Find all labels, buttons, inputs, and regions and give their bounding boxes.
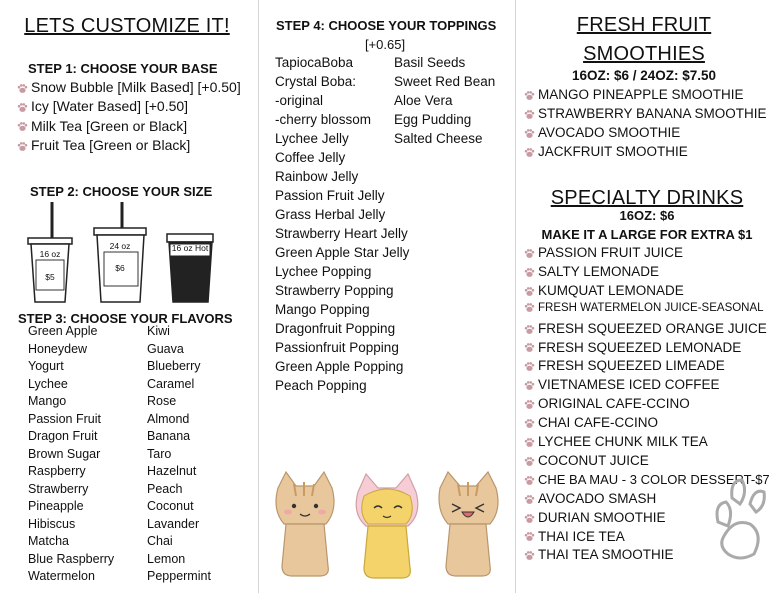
list-item-label: Basil Seeds — [394, 55, 466, 70]
list-item — [17, 79, 241, 95]
list-item — [394, 112, 471, 127]
list-item-label: Coconut — [147, 499, 194, 513]
list-item — [147, 464, 196, 478]
list-item — [524, 321, 767, 336]
list-item — [275, 226, 408, 241]
cup2-price-label: $6 — [115, 263, 125, 273]
list-item — [28, 569, 95, 583]
list-item-label: FRESH WATERMELON JUICE-SEASONAL — [538, 301, 764, 314]
list-item-label: FRESH SQUEEZED ORANGE JUICE — [538, 320, 767, 336]
list-item-label: Lychee Popping — [275, 264, 372, 279]
paw-bullet-icon — [524, 302, 535, 313]
paw-bullet-icon — [524, 494, 535, 505]
list-item — [147, 429, 190, 443]
list-item — [524, 144, 688, 159]
list-item-label: Passionfruit Popping — [275, 340, 399, 355]
list-item — [524, 453, 649, 468]
list-item — [147, 324, 170, 338]
paw-bullet-icon — [524, 90, 535, 101]
list-item-label: Raspberry — [28, 464, 86, 478]
list-item — [524, 434, 708, 449]
list-item-label: LYCHEE CHUNK MILK TEA — [538, 434, 708, 449]
list-item — [275, 245, 409, 260]
cup1-price-label: $5 — [45, 272, 55, 282]
step1-heading: STEP 1: CHOOSE YOUR BASE — [28, 61, 218, 76]
step4-heading: STEP 4: CHOOSE YOUR TOPPINGS — [276, 18, 497, 33]
paw-bullet-icon — [524, 128, 535, 139]
paw-bullet-icon — [524, 550, 535, 561]
list-item-label: Fruit Tea [Green or Black] — [31, 136, 191, 153]
list-item — [524, 283, 684, 298]
paw-bullet-icon — [17, 102, 28, 113]
step3-heading: STEP 3: CHOOSE YOUR FLAVORS — [18, 311, 233, 326]
list-item — [524, 245, 683, 260]
list-item — [275, 150, 345, 165]
list-item-label: VIETNAMESE ICED COFFEE — [538, 377, 720, 393]
list-item-label: Blueberry — [147, 359, 201, 373]
list-item — [17, 98, 188, 114]
list-item — [394, 74, 495, 89]
list-item — [147, 412, 189, 426]
list-item — [147, 552, 185, 566]
list-item — [28, 429, 97, 443]
list-item — [147, 342, 184, 356]
list-item — [524, 358, 725, 373]
paw-bullet-icon — [524, 267, 535, 278]
paw-bullet-icon — [524, 380, 535, 391]
column-divider — [258, 0, 259, 593]
list-item — [28, 534, 69, 548]
list-item — [275, 378, 367, 393]
list-item-label: Lavander — [147, 516, 200, 531]
list-item — [524, 396, 690, 411]
list-item — [275, 359, 403, 374]
list-item-label: Green Apple Star Jelly — [275, 245, 410, 260]
list-item — [524, 106, 767, 121]
list-item — [147, 534, 173, 548]
list-item-label: KUMQUAT LEMONADE — [538, 282, 684, 298]
list-item-label: Dragon Fruit — [28, 429, 98, 443]
list-item-label: Icy [Water Based] [+0.50] — [31, 98, 189, 115]
list-item — [394, 55, 465, 70]
list-item — [147, 394, 176, 408]
list-item — [275, 264, 371, 279]
list-item — [147, 377, 194, 391]
list-item-label: Green Apple — [28, 324, 98, 338]
list-item-label: Lychee — [28, 376, 68, 391]
list-item — [28, 324, 98, 338]
list-item — [147, 499, 194, 513]
list-item-label: Yogurt — [28, 359, 64, 373]
paw-bullet-icon — [524, 342, 535, 353]
fruit-title-line2: SMOOTHIES — [583, 43, 705, 65]
paw-bullet-icon — [524, 248, 535, 259]
list-item — [524, 415, 658, 430]
cat-left-icon — [276, 472, 334, 576]
list-item-label: Coffee Jelly — [275, 150, 346, 165]
paw-bullet-icon — [524, 437, 535, 448]
paw-print-icon — [704, 474, 774, 564]
list-item-label: THAI ICE TEA — [538, 528, 625, 544]
paw-bullet-icon — [524, 456, 535, 467]
list-item — [17, 137, 190, 153]
list-item-label: Snow Bubble [Milk Based] [+0.50] — [31, 79, 241, 95]
list-item-label: SALTY LEMONADE — [538, 263, 660, 279]
list-item-label: Caramel — [147, 376, 195, 391]
paw-bullet-icon — [524, 147, 535, 158]
paw-bullet-icon — [524, 418, 535, 429]
list-item — [524, 87, 744, 102]
list-item — [275, 112, 371, 127]
list-item-label: Strawberry Popping — [275, 283, 394, 298]
list-item — [275, 321, 395, 336]
list-item-label: Rainbow Jelly — [275, 169, 359, 184]
list-item-label: Green Apple Popping — [275, 359, 404, 374]
list-item — [147, 447, 171, 461]
list-item-label: Hazelnut — [147, 464, 197, 478]
list-item-label: STRAWBERRY BANANA SMOOTHIE — [538, 106, 767, 121]
list-item-label: Grass Herbal Jelly — [275, 207, 386, 222]
paw-bullet-icon — [524, 399, 535, 410]
list-item — [275, 207, 385, 222]
list-item — [28, 447, 100, 461]
list-item-label: Passion Fruit — [28, 411, 101, 426]
list-item-label: CHAI CAFE-CCINO — [538, 415, 659, 431]
list-item — [275, 340, 399, 355]
list-item — [524, 529, 625, 544]
list-item-label: AVOCADO SMASH — [538, 490, 657, 506]
specialty-large-note: MAKE IT A LARGE FOR EXTRA $1 — [541, 227, 753, 242]
list-item-label: DURIAN SMOOTHIE — [538, 509, 666, 525]
list-item-label: Peach Popping — [275, 378, 367, 393]
list-item-label: CHE BA MAU - 3 COLOR DESSERT-$7 — [538, 471, 770, 487]
list-item — [524, 264, 659, 279]
fruit-price: 16OZ: $6 / 24OZ: $7.50 — [571, 68, 717, 83]
list-item — [275, 302, 370, 317]
list-item-label: COCONUT JUICE — [538, 452, 649, 468]
list-item-label: ORIGINAL CAFE-CCINO — [538, 396, 690, 412]
list-item — [147, 359, 201, 373]
paw-bullet-icon — [524, 286, 535, 297]
list-item-label: Chai — [147, 534, 173, 548]
list-item-label: Milk Tea [Green or Black] — [31, 117, 188, 134]
list-item — [275, 169, 358, 184]
list-item-label: FRESH SQUEEZED LEMONADE — [538, 339, 742, 355]
list-item-label: THAI TEA SMOOTHIE — [538, 547, 674, 563]
list-item-label: Taro — [147, 446, 172, 461]
list-item — [28, 517, 75, 531]
list-item — [28, 482, 88, 496]
list-item-label: Salted Cheese — [394, 131, 483, 146]
list-item-label: JACKFRUIT SMOOTHIE — [538, 144, 688, 159]
list-item-label: Rose — [147, 394, 177, 408]
fruit-title-line1: FRESH FRUIT — [576, 14, 712, 36]
customize-title: LETS CUSTOMIZE IT! — [24, 15, 230, 37]
step2-heading: STEP 2: CHOOSE YOUR SIZE — [30, 184, 213, 199]
list-item — [275, 283, 394, 298]
list-item-label: Strawberry Heart Jelly — [275, 226, 408, 241]
cat-middle-icon — [356, 474, 418, 578]
list-item — [275, 55, 353, 70]
cup2-size-label: 24 oz — [109, 241, 131, 251]
list-item-label: MANGO PINEAPPLE SMOOTHIE — [538, 87, 744, 102]
list-item — [524, 125, 680, 140]
list-item-label: Peach — [147, 481, 183, 496]
list-item-label: Banana — [147, 429, 191, 443]
list-item-label: Kiwi — [147, 324, 170, 338]
list-item — [147, 569, 211, 583]
list-item-label: Crystal Boba: — [275, 74, 357, 89]
list-item — [524, 340, 741, 355]
cup-24oz-icon — [94, 202, 146, 302]
list-item-label: Passion Fruit Jelly — [275, 188, 385, 203]
specialty-title: SPECIALTY DRINKS — [550, 187, 744, 209]
list-item — [147, 517, 199, 531]
specialty-price: 16OZ: $6 — [619, 208, 675, 223]
paw-bullet-icon — [17, 83, 28, 94]
list-item-label: Peppermint — [147, 569, 211, 583]
paw-bullet-icon — [524, 513, 535, 524]
paw-bullet-icon — [524, 361, 535, 372]
paw-bullet-icon — [524, 531, 535, 542]
list-item-label: AVOCADO SMOOTHIE — [538, 125, 681, 140]
list-item-label: Strawberry — [28, 481, 89, 496]
list-item-label: Watermelon — [28, 569, 95, 583]
list-item — [28, 394, 66, 408]
paw-bullet-icon — [524, 109, 535, 120]
list-item — [524, 302, 764, 314]
cats-illustration — [266, 470, 506, 582]
paw-bullet-icon — [17, 121, 28, 132]
list-item-label: Matcha — [28, 534, 69, 548]
list-item — [28, 377, 68, 391]
list-item — [147, 482, 182, 496]
list-item — [275, 188, 385, 203]
list-item — [28, 412, 101, 426]
list-item — [524, 491, 656, 506]
list-item-label: Lemon — [147, 551, 186, 566]
paw-bullet-icon — [17, 141, 28, 152]
list-item-label: Lychee Jelly — [275, 131, 349, 146]
list-item-label: Egg Pudding — [394, 112, 472, 127]
list-item-label: Guava — [147, 341, 184, 356]
list-item-label: Pineapple — [28, 499, 84, 513]
list-item — [394, 93, 453, 108]
list-item-label: FRESH SQUEEZED LIMEADE — [538, 358, 725, 374]
list-item — [275, 74, 356, 89]
list-item-label: -cherry blossom — [275, 112, 372, 127]
list-item-label: Honeydew — [28, 341, 88, 356]
list-item — [275, 93, 323, 108]
list-item-label: Blue Raspberry — [28, 551, 115, 566]
list-item — [28, 359, 64, 373]
cat-right-icon — [439, 472, 498, 576]
list-item — [28, 464, 86, 478]
list-item-label: TapiocaBoba — [275, 55, 354, 70]
list-item — [394, 131, 483, 146]
list-item-label: Sweet Red Bean — [394, 74, 496, 89]
list-item — [28, 499, 84, 513]
list-item — [524, 377, 720, 392]
list-item-label: -original — [275, 93, 324, 108]
list-item — [17, 118, 187, 134]
list-item-label: Mango Popping — [275, 302, 370, 317]
column-divider — [515, 0, 516, 593]
list-item — [524, 547, 674, 562]
list-item-label: Dragonfruit Popping — [275, 321, 396, 336]
list-item-label: Hibiscus — [28, 516, 76, 531]
list-item-label: Aloe Vera — [394, 93, 453, 108]
list-item — [28, 552, 114, 566]
list-item — [28, 342, 87, 356]
cup1-size-label: 16 oz — [39, 249, 61, 259]
list-item-label: Brown Sugar — [28, 446, 101, 461]
paw-bullet-icon — [524, 475, 535, 486]
list-item-label: Almond — [147, 411, 190, 426]
list-item — [524, 510, 666, 525]
list-item-label: PASSION FRUIT JUICE — [538, 245, 684, 260]
step4-price: [+0.65] — [364, 37, 406, 52]
list-item-label: Mango — [28, 394, 67, 408]
paw-bullet-icon — [524, 324, 535, 335]
list-item — [275, 131, 349, 146]
cup3-size-label: 16 oz Hot — [171, 243, 209, 253]
